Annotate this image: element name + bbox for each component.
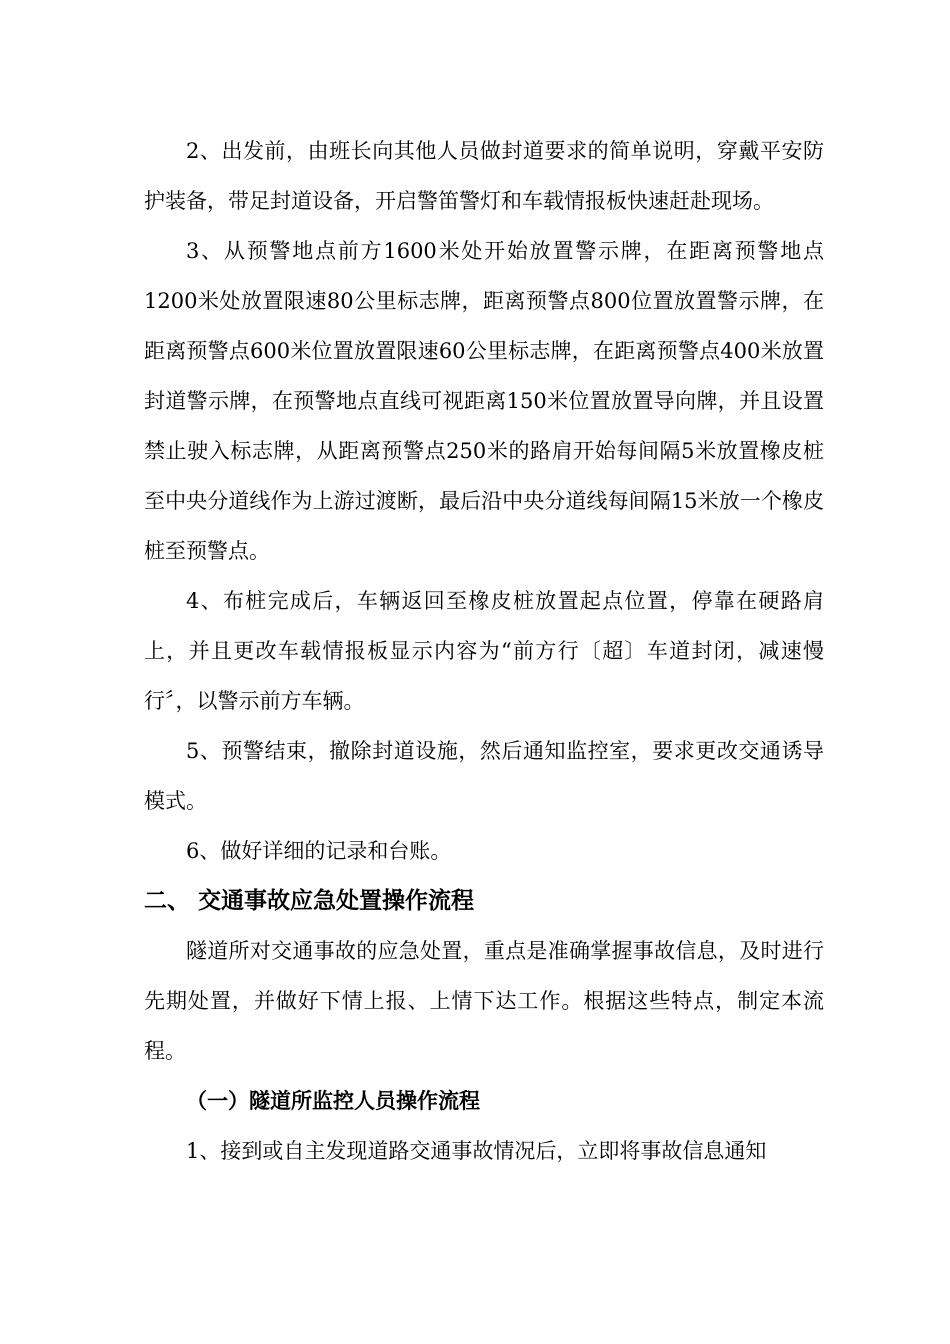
subsection-heading: （一）隧道所监控人员操作流程 xyxy=(186,1088,480,1113)
paragraph-step-6: 6、做好详细的记录和台账。 xyxy=(186,839,452,863)
paragraph-step-5: 5、预警结束，撤除封道设施，然后通知监控室，要求更改交通诱导模式。 xyxy=(144,739,824,813)
document-body xyxy=(144,126,824,1176)
paragraph-step-3: 3、从预警地点前方1600米处开始放置警示牌，在距离预警地点1200米处放置限速80公里标志牌，距离预警点800位置放置警示牌，在距离预警点600米位置放置限速60公里标志牌，在距离预警点400米放置封道警示牌，在预警地点直线可视距离150米位置放置导向牌，并且设置禁止驶入标志牌，从距离预警点250米的路肩开始每间隔5米放置橡皮桩至中央分道线作为上游过渡断，最后沿中央分道线每间隔15米放一个橡皮桩至预警点。 xyxy=(144,239,824,563)
paragraph-step-4: 4、布桩完成后，车辆返回至橡皮桩放置起点位置，停靠在硬路肩上，并且更改车载情报板显示内容为“前方行〔超〕车道封闭，减速慢行〞，以警示前方车辆。 xyxy=(144,589,824,713)
paragraph-step-2: 2、出发前，由班长向其他人员做封道要求的简单说明，穿戴平安防护装备，带足封道设备，开启警笛警灯和车载情报板快速赶赴现场。 xyxy=(144,139,824,213)
subsection-step-1: 1、接到或自主发现道路交通事故情况后，立即将事故信息通知 xyxy=(186,1139,767,1163)
section-intro-paragraph: 隧道所对交通事故的应急处置，重点是准确掌握事故信息，及时进行先期处置，并做好下情上报、上情下达工作。根据这些特点，制定本流程。 xyxy=(144,939,824,1063)
section-heading: 二、 交通事故应急处置操作流程 xyxy=(144,888,475,914)
